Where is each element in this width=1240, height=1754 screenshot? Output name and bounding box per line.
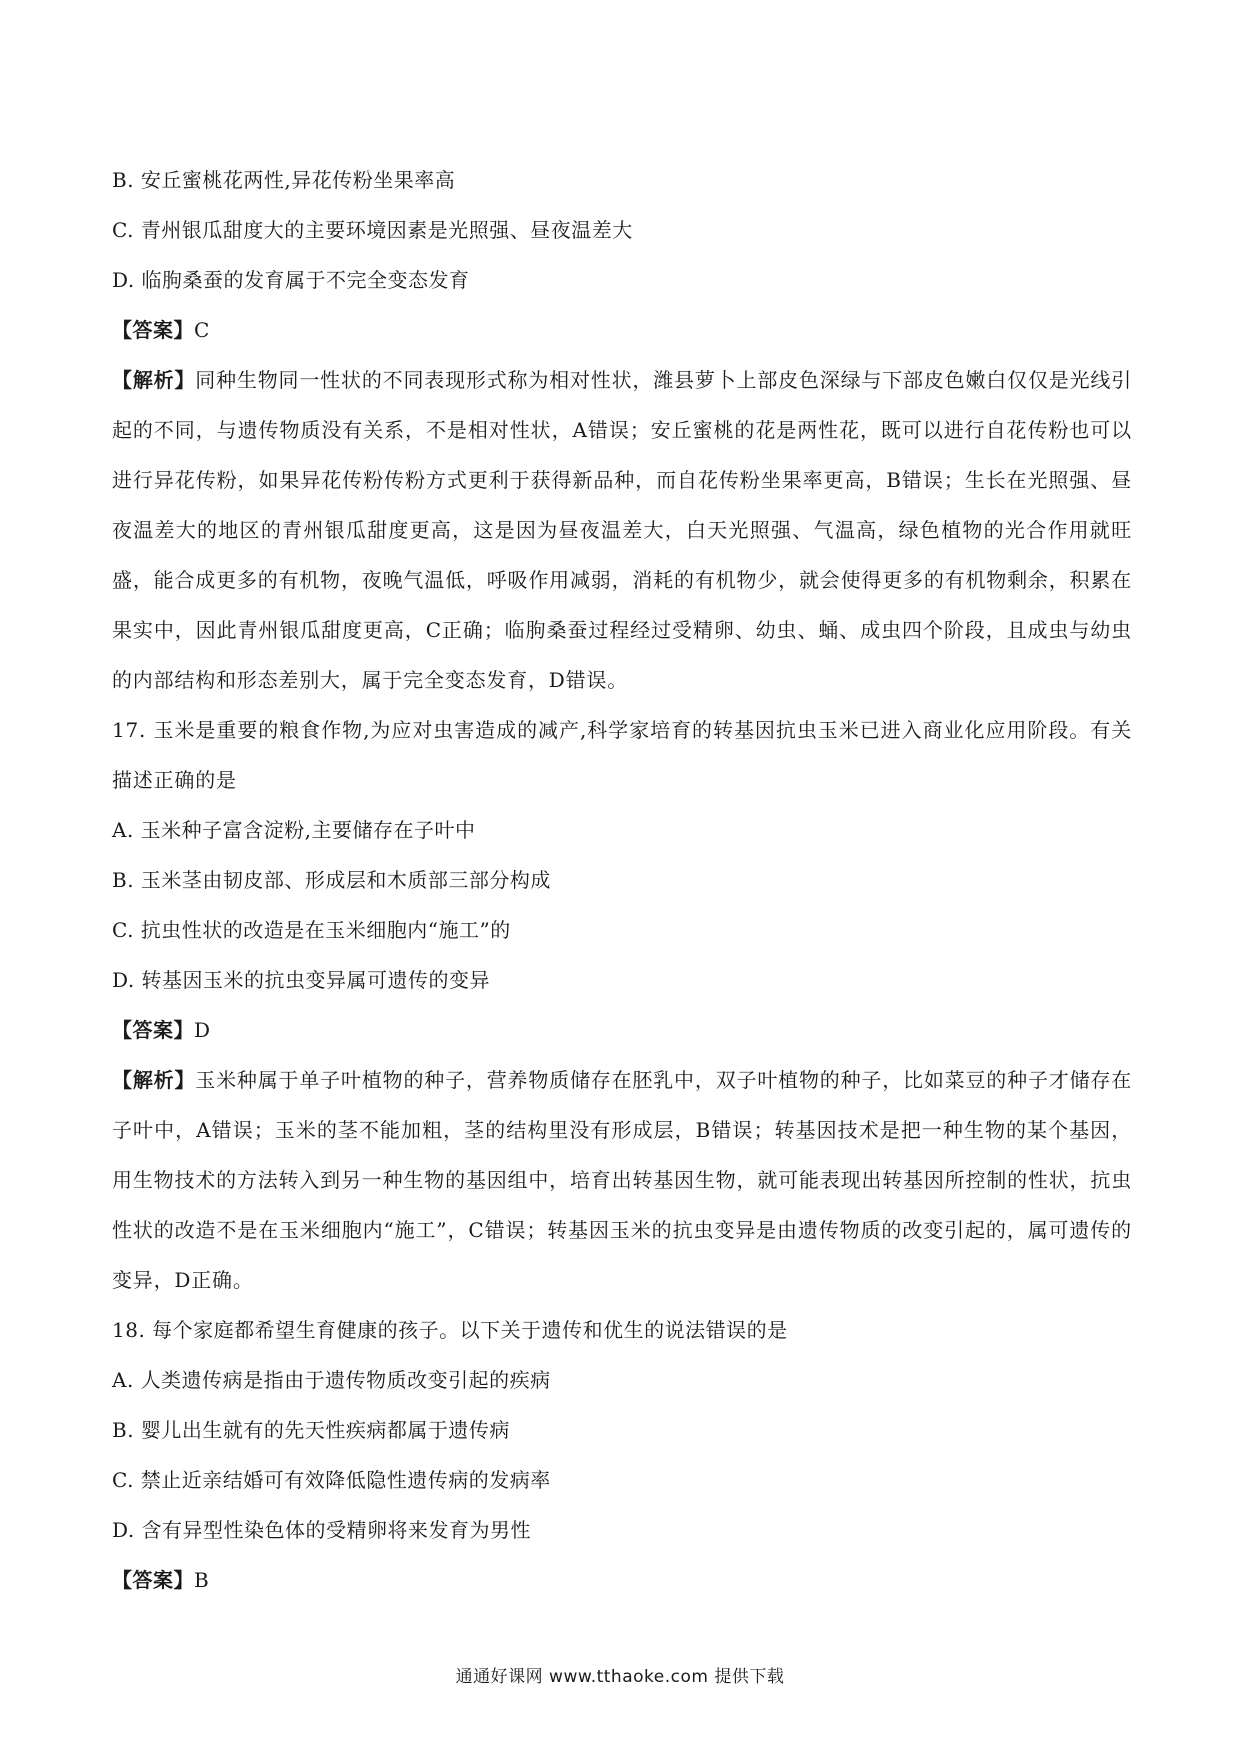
- q17-option-b: B. 玉米茎由韧皮部、形成层和木质部三部分构成: [112, 868, 551, 892]
- page-footer: 通通好课网 www.tthaoke.com 提供下载: [455, 1667, 785, 1687]
- q16-option-d: D. 临朐桑蚕的发育属于不完全变态发育: [112, 268, 470, 292]
- q17-option-c: C. 抗虫性状的改造是在玉米细胞内“施工”的: [112, 918, 511, 942]
- q17-analysis: [112, 1055, 1132, 1305]
- answer-tag: 【答案】: [112, 1018, 194, 1042]
- q16-answer: [112, 305, 1132, 355]
- q18-stem: 18. 每个家庭都希望生育健康的孩子。以下关于遗传和优生的说法错误的是: [112, 1318, 788, 1342]
- answer-value: C: [194, 318, 210, 342]
- document-content: [112, 155, 1132, 1605]
- analysis-tag: 【解析】: [112, 1068, 196, 1092]
- q17-option-d: D. 转基因玉米的抗虫变异属可遗传的变异: [112, 968, 491, 992]
- answer-tag: 【答案】: [112, 1568, 194, 1592]
- q17-stem: 17. 玉米是重要的粮食作物,为应对虫害造成的减产,科学家培育的转基因抗虫玉米已进入商业化应用阶段。有关描述正确的是: [112, 718, 1132, 792]
- q18-answer: [112, 1555, 1132, 1605]
- q18-option-a: A. 人类遗传病是指由于遗传物质改变引起的疾病: [112, 1368, 551, 1392]
- analysis-tag: 【解析】: [112, 368, 196, 392]
- q16-option-c: C. 青州银瓜甜度大的主要环境因素是光照强、昼夜温差大: [112, 218, 633, 242]
- q16-option-b: B. 安丘蜜桃花两性,异花传粉坐果率高: [112, 168, 456, 192]
- q17-answer: [112, 1005, 1132, 1055]
- q18-option-d: D. 含有异型性染色体的受精卵将来发育为男性: [112, 1518, 532, 1542]
- answer-value: D: [194, 1018, 211, 1042]
- answer-value: B: [194, 1568, 210, 1592]
- q17-option-a: A. 玉米种子富含淀粉,主要储存在子叶中: [112, 818, 476, 842]
- q16-analysis: [112, 355, 1132, 705]
- analysis-text: 玉米种属于单子叶植物的种子，营养物质储存在胚乳中，双子叶植物的种子，比如菜豆的种子才储存在子叶中，A错误；玉米的茎不能加粗，茎的结构里没有形成层，B错误；转基因技术是把一种生物的某个基因，用生物技术的方法转入到另一种生物的基因组中，培育出转基因生物，就可能表现出转基因所控制的性状，抗虫性状的改造不是在玉米细胞内“施工”，C错误；转基因玉米的抗虫变异是由遗传物质的改变引起的，属可遗传的变异，D正确。: [112, 1068, 1133, 1292]
- answer-tag: 【答案】: [112, 318, 194, 342]
- q18-option-b: B. 婴儿出生就有的先天性疾病都属于遗传病: [112, 1418, 510, 1442]
- analysis-text: 同种生物同一性状的不同表现形式称为相对性状，潍县萝卜上部皮色深绿与下部皮色嫩白仅仅是光线引起的不同，与遗传物质没有关系，不是相对性状，A错误；安丘蜜桃的花是两性花，既可以进行自花传粉也可以进行异花传粉，如果异花传粉传粉方式更利于获得新品种，而自花传粉坐果率更高，B错误；生长在光照强、昼夜温差大的地区的青州银瓜甜度更高，这是因为昼夜温差大，白天光照强、气温高，绿色植物的光合作用就旺盛，能合成更多的有机物，夜晚气温低，呼吸作用减弱，消耗的有机物少，就会使得更多的有机物剩余，积累在果实中，因此青州银瓜甜度更高，C正确；临朐桑蚕过程经过受精卵、幼虫、蛹、成虫四个阶段，且成虫与幼虫的内部结构和形态差别大，属于完全变态发育，D错误。: [112, 368, 1133, 692]
- q18-option-c: C. 禁止近亲结婚可有效降低隐性遗传病的发病率: [112, 1468, 551, 1492]
